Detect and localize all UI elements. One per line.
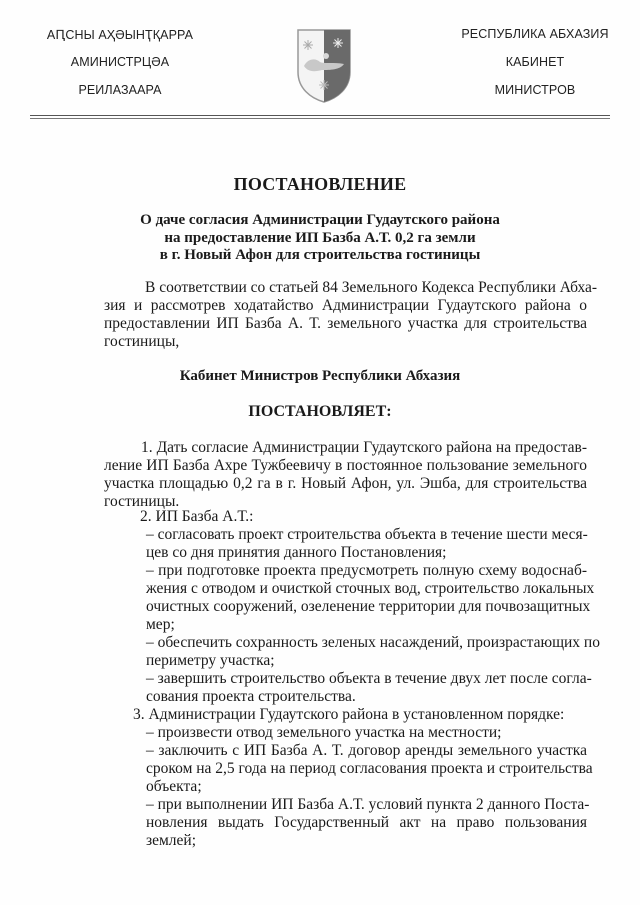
preamble-line: гостиницы, (104, 333, 180, 350)
item3-line: сроком на 2,5 года на период согласования проекта и строительства (146, 760, 593, 777)
item2-line: периметру участка; (146, 652, 275, 669)
item1-line: ление ИП Базба Ахре Тужбеевичу в постоянное пользование земельного (104, 457, 587, 474)
header-left-line-3: РЕИЛАЗААРА (78, 83, 162, 97)
coat-of-arms-icon (294, 26, 354, 104)
item1-line: участка площадью 0,2 га в г. Новый Афон, ул. Эшба, для строительства (104, 475, 587, 492)
header-right-line-3: МИНИСТРОВ (494, 83, 576, 97)
item3-line: объекта; (146, 778, 202, 795)
item3-line: землей; (146, 832, 197, 849)
authority-heading: Кабинет Министров Республики Абхазия (179, 368, 461, 384)
header-right-line-1: РЕСПУБЛИКА АБХАЗИЯ (461, 27, 609, 41)
item2-line: цев со дня принятия данного Постановления; (146, 544, 447, 561)
item3-line: новления выдать Государственный акт на право пользования (146, 814, 587, 831)
item1-line: 1. Дать согласие Администрации Гудаутского района на предостав- (141, 439, 587, 456)
header-left-line-2: АМИНИСТРЦӘА (70, 55, 170, 69)
item3-line: – заключить с ИП Базба А. Т. договор аренды земельного участка (146, 742, 587, 759)
item3-line: – при выполнении ИП Базба А.Т. условий пункта 2 данного Поста- (146, 796, 590, 813)
item2-line: мер; (146, 616, 175, 633)
preamble-line: В соответствии со статьей 84 Земельного Кодекса Республики Абха- (145, 279, 598, 296)
item2-line: очистных сооружений, озеленение территории для почвозащитных (146, 598, 591, 615)
preamble-line: предоставлении ИП Базба А. Т. земельного участка для строительства (104, 315, 587, 332)
header-divider (30, 115, 610, 119)
subtitle-line: на предоставление ИП Базба А.Т. 0,2 га земли (164, 229, 476, 246)
item2-line: – при подготовке проекта предусмотреть полную схему водоснаб- (146, 562, 587, 579)
header-right-line-2: КАБИНЕТ (505, 55, 565, 69)
resolves-heading: ПОСТАНОВЛЯЕТ: (248, 403, 392, 420)
document-subtitle (0, 212, 640, 265)
header-left-line-1: АԤСНЫ АҲӘЫНҬҚАРРА (46, 28, 194, 42)
item2-line: – согласовать проект строительства объекта в течение шести меся- (146, 526, 588, 543)
item1-line: гостиницы. (104, 493, 180, 510)
item3-line: – произвести отвод земельного участка на местности; (146, 724, 502, 741)
subtitle-line: в г. Новый Афон для строительства гостиницы (159, 247, 481, 263)
subtitle-line: О даче согласия Администрации Гудаутского района (140, 212, 500, 228)
item2-line: сования проекта строительства. (146, 688, 356, 705)
document-title: ПОСТАНОВЛЕНИЕ (233, 174, 407, 194)
item3-heading: 3. Администрации Гудаутского района в установленном порядке: (133, 706, 565, 723)
preamble-line: зия и рассмотрев ходатайство Администрации Гудаутского района о (104, 297, 587, 314)
item2-line: жения с отводом и очисткой сточных вод, строительство локальных (146, 580, 595, 597)
item2-line: – завершить строительство объекта в течение двух лет после согла- (146, 670, 592, 687)
item2-heading: 2. ИП Базба А.Т.: (140, 508, 254, 525)
item2-line: – обеспечить сохранность зеленых насаждений, произрастающих по (146, 634, 600, 651)
